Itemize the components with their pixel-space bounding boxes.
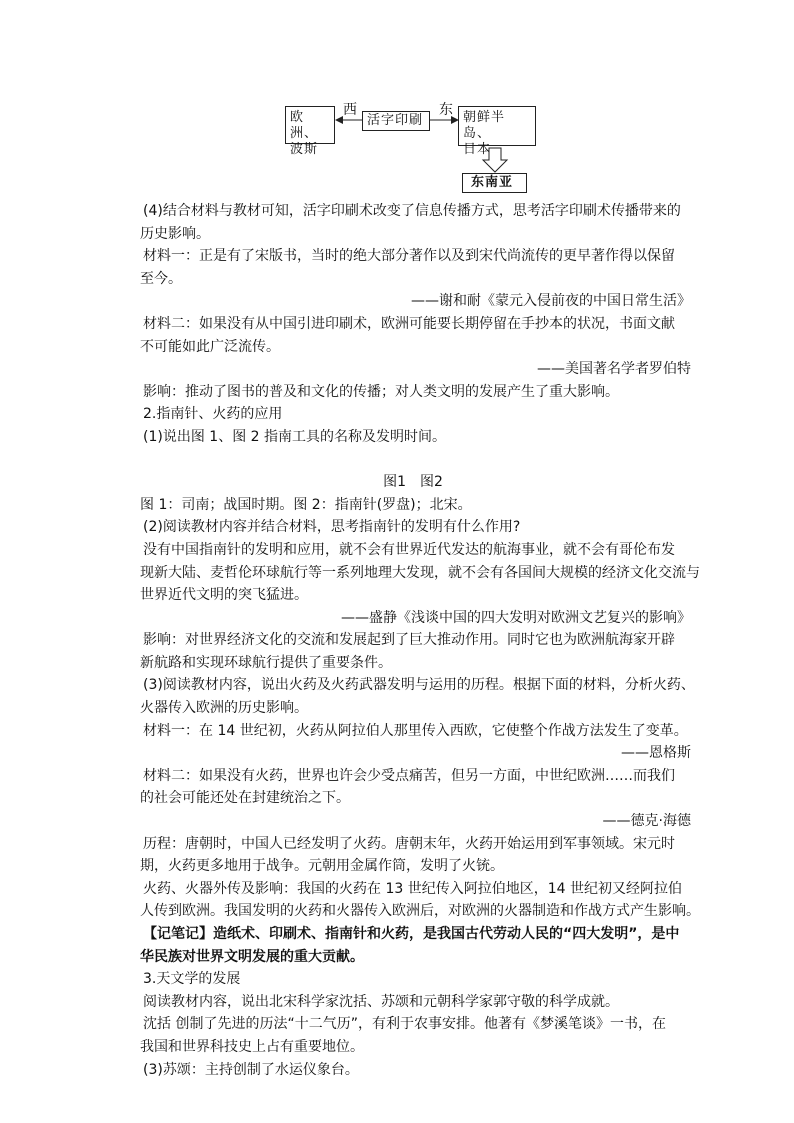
text-line: (3)阅读教材内容，说出火药及火药武器发明与运用的历程。根据下面的材料，分析火药、	[143, 677, 695, 694]
text-line: 阅读教材内容，说出北宋科学家沈括、苏颂和元朝科学家郭守敬的科学成就。	[143, 993, 619, 1010]
box-southeast-asia	[462, 173, 527, 193]
source-line: ——恩格斯	[621, 745, 691, 762]
east-label: 东	[439, 102, 453, 118]
text-line: 历史影响。	[140, 225, 210, 242]
text-line: 材料一：正是有了宋版书，当时的绝大部分著作以及到宋代尚流传的更早著作得以保留	[143, 248, 675, 265]
arrow-lines	[0, 0, 794, 200]
text-line: 材料二：如果没有火药，世界也许会少受点痛苦，但另一方面，中世纪欧洲……而我们	[143, 767, 675, 784]
section-heading: 3.天文学的发展	[143, 971, 241, 988]
text-line: (4)结合材料与教材可知，活字印刷术改变了信息传播方式，思考活字印刷术传播带来的	[143, 203, 681, 219]
text-line: 的社会可能还处在封建统治之下。	[140, 790, 350, 807]
figure-caption: 图1 图2	[383, 474, 443, 491]
text-line: (2)阅读教材内容并结合材料，思考指南针的发明有什么作用?	[143, 519, 521, 536]
box-line: 东南亚	[471, 175, 514, 190]
text-line: 影响：推动了图书的普及和文化的传播；对人类文明的发展产生了重大影响。	[143, 383, 619, 400]
text-line: 火器传入欧洲的历史影响。	[140, 700, 308, 717]
text-line: (3)苏颂：主持创制了水运仪象台。	[143, 1061, 359, 1078]
west-label: 西	[343, 102, 357, 118]
source-line: ——美国著名学者罗伯特	[537, 361, 691, 378]
text-line: 期，火药更多地用于战争。元朝用金属作筒，发明了火铳。	[140, 858, 504, 875]
text-line: 材料一：在 14 世纪初，火药从阿拉伯人那里传入西欧，它使整个作战方法发生了变革。	[143, 722, 688, 739]
source-line: ——谢和耐《蒙元入侵前夜的中国日常生活》	[411, 293, 691, 310]
text-line: 没有中国指南针的发明和应用，就不会有世界近代发达的航海事业，就不会有哥伦布发	[143, 541, 675, 558]
box-korea-japan	[458, 106, 536, 157]
text-line: 现新大陆、麦哲伦环球航行等一系列地理大发现，就不会有各国间大规模的经济文化交流与	[140, 564, 700, 581]
text-line: 至今。	[140, 270, 182, 287]
text-line: 沈括 创制了先进的历法“十二气历”，有利于农事安排。他著有《梦溪笔谈》一书，在	[143, 1016, 666, 1033]
blank-line	[143, 449, 683, 472]
text-line: 世界近代文明的突飞猛进。	[140, 587, 308, 604]
text-line: 火药、火器外传及影响：我国的火药在 13 世纪传入阿拉伯地区，14 世纪初又经阿拉伯	[143, 880, 682, 897]
box-europe-persia	[285, 106, 335, 157]
note-line: 【记笔记】造纸术、印刷术、指南针和火药，是我国古代劳动人民的“四大发明”，是中	[143, 926, 680, 942]
box-line: 活字印刷	[367, 113, 424, 128]
box-line: 波斯	[290, 142, 319, 157]
text-line: 材料二：如果没有从中国引进印刷术，欧洲可能要长期停留在手抄本的状况，书面文献	[143, 315, 675, 332]
note-line: 华民族对世界文明发展的重大贡献。	[140, 948, 364, 965]
text-line: 新航路和实现环球航行提供了重要条件。	[140, 654, 392, 671]
box-line: 朝鲜半岛、	[463, 110, 506, 141]
document-body	[140, 200, 700, 1081]
text-line: 历程：唐朝时，中国人已经发明了火药。唐朝末年，火药开始运用到军事领域。宋元时	[143, 835, 675, 852]
section-heading: 2.指南针、火药的应用	[143, 406, 283, 423]
spread-diagram	[0, 0, 794, 200]
text-line: 不可能如此广泛流传。	[140, 338, 280, 355]
text-line: 影响：对世界经济文化的交流和发展起到了巨大推动作用。同时它也为欧洲航海家开辟	[143, 632, 675, 649]
box-movable-type	[362, 111, 430, 131]
source-line: ——盛静《浅谈中国的四大发明对欧洲文艺复兴的影响》	[341, 609, 691, 626]
text-line: 图 1：司南；战国时期。图 2：指南针(罗盘)；北宋。	[140, 496, 472, 513]
text-line: 人传到欧洲。我国发明的火药和火器传入欧洲后，对欧洲的火器制造和作战方式产生影响。	[140, 903, 700, 920]
text-line: 我国和世界科技史上占有重要地位。	[140, 1038, 364, 1055]
text-line: (1)说出图 1、图 2 指南工具的名称及发明时间。	[143, 428, 446, 445]
source-line: ——德克·海德	[602, 813, 691, 830]
box-line: 欧洲、	[290, 110, 319, 141]
box-line: 日本	[463, 142, 492, 157]
